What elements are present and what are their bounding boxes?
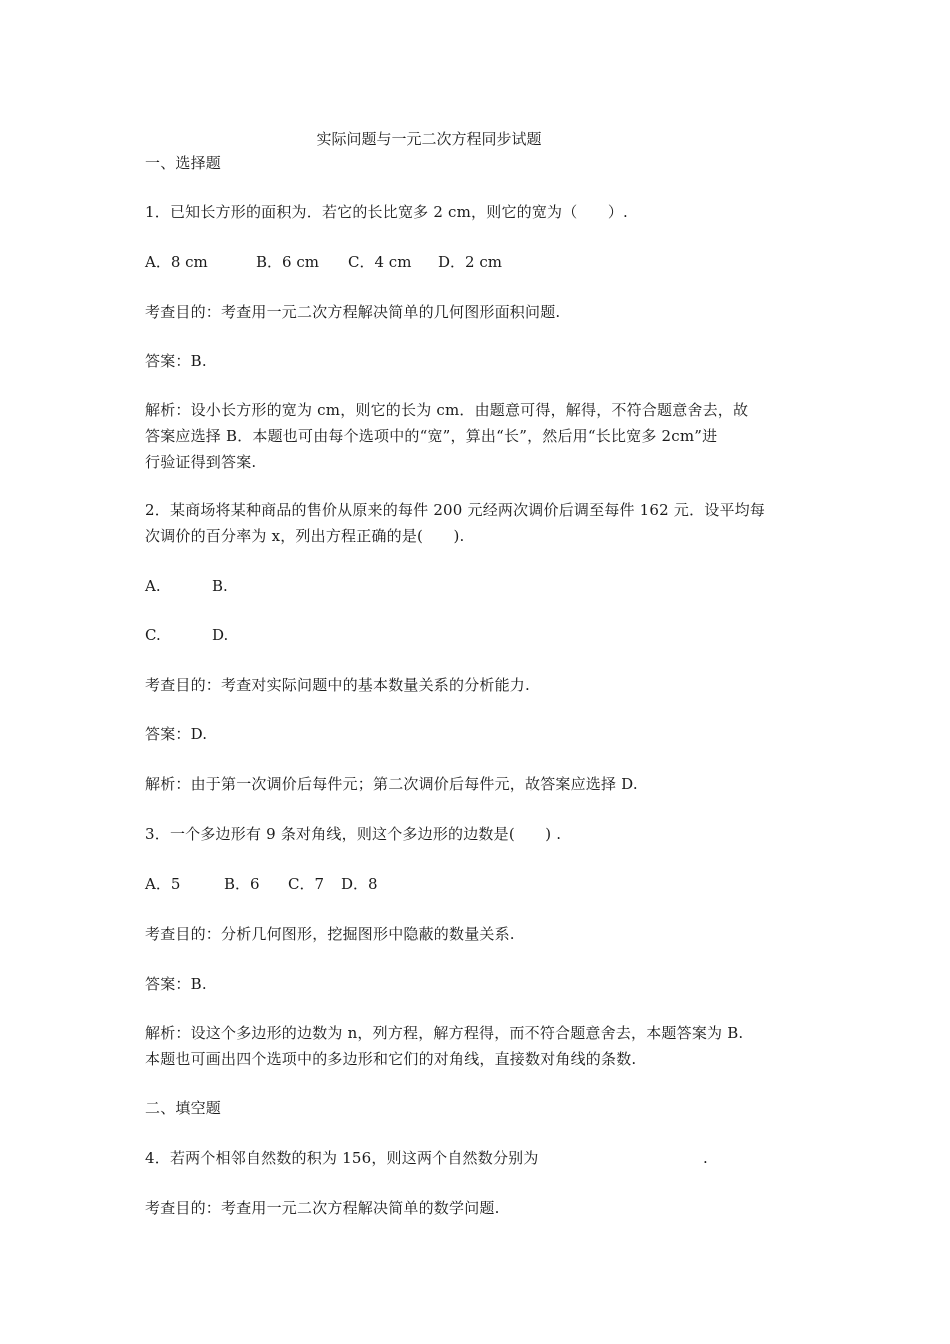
q1-option-b: B．6 cm: [256, 253, 319, 271]
q2-option-d: D.: [212, 626, 229, 644]
q1-purpose: 考查目的：考查用一元二次方程解决简单的几何图形面积问题.: [145, 303, 561, 321]
q3-stem: 3．一个多边形有 9 条对角线，则这个多边形的边数是( ) .: [145, 825, 562, 843]
q1-option-c: C．4 cm: [348, 253, 412, 271]
q1-stem: 1．已知长方形的面积为．若它的长比宽多 2 cm，则它的宽为（ ）.: [145, 203, 629, 221]
q2-analysis: 解析：由于第一次调价后每件元；第二次调价后每件元，故答案应选择 D.: [145, 775, 638, 793]
q3-option-a: A．5: [145, 875, 181, 893]
q3-option-c: C．7: [288, 875, 325, 893]
q4-blank-end: .: [703, 1149, 708, 1167]
q1-analysis-line-3: 行验证得到答案.: [145, 453, 257, 471]
q3-analysis-line-2: 本题也可画出四个选项中的多边形和它们的对角线，直接数对角线的条数.: [145, 1050, 637, 1068]
q3-answer: 答案：B.: [145, 975, 207, 993]
q3-option-d: D．8: [341, 875, 378, 893]
q1-answer: 答案：B.: [145, 352, 207, 370]
q4-stem: 4．若两个相邻自然数的积为 156，则这两个自然数分别为: [145, 1149, 539, 1167]
q2-option-b: B.: [212, 577, 228, 595]
q4-purpose: 考查目的：考查用一元二次方程解决简单的数学问题.: [145, 1199, 500, 1217]
q1-analysis-line-1: 解析：设小长方形的宽为 cm，则它的长为 cm．由题意可得，解得，不符合题意舍去，故: [145, 401, 749, 419]
q1-option-d: D．2 cm: [438, 253, 502, 271]
q3-option-b: B．6: [224, 875, 260, 893]
q2-option-c: C.: [145, 626, 161, 644]
document-title: 实际问题与一元二次方程同步试题: [316, 130, 542, 148]
q2-answer: 答案：D.: [145, 725, 208, 743]
q3-purpose: 考查目的：分析几何图形，挖掘图形中隐蔽的数量关系.: [145, 925, 515, 943]
q1-analysis-line-2: 答案应选择 B．本题也可由每个选项中的“宽”，算出“长”，然后用“长比宽多 2cm”进: [145, 427, 718, 445]
q1-option-a: A．8 cm: [145, 253, 208, 271]
q2-option-a: A.: [145, 577, 161, 595]
q2-purpose: 考查目的：考查对实际问题中的基本数量关系的分析能力.: [145, 676, 530, 694]
section-heading-choice: 一、选择题: [145, 154, 222, 172]
section-heading-fill-blank: 二、填空题: [145, 1099, 222, 1117]
q2-stem-line-2: 次调价的百分率为 x，列出方程正确的是( ).: [145, 527, 465, 545]
q3-analysis-line-1: 解析：设这个多边形的边数为 n，列方程，解方程得，而不符合题意舍去，本题答案为 B.: [145, 1024, 744, 1042]
q2-stem-line-1: 2．某商场将某种商品的售价从原来的每件 200 元经两次调价后调至每件 162 元．设平均每: [145, 501, 766, 519]
